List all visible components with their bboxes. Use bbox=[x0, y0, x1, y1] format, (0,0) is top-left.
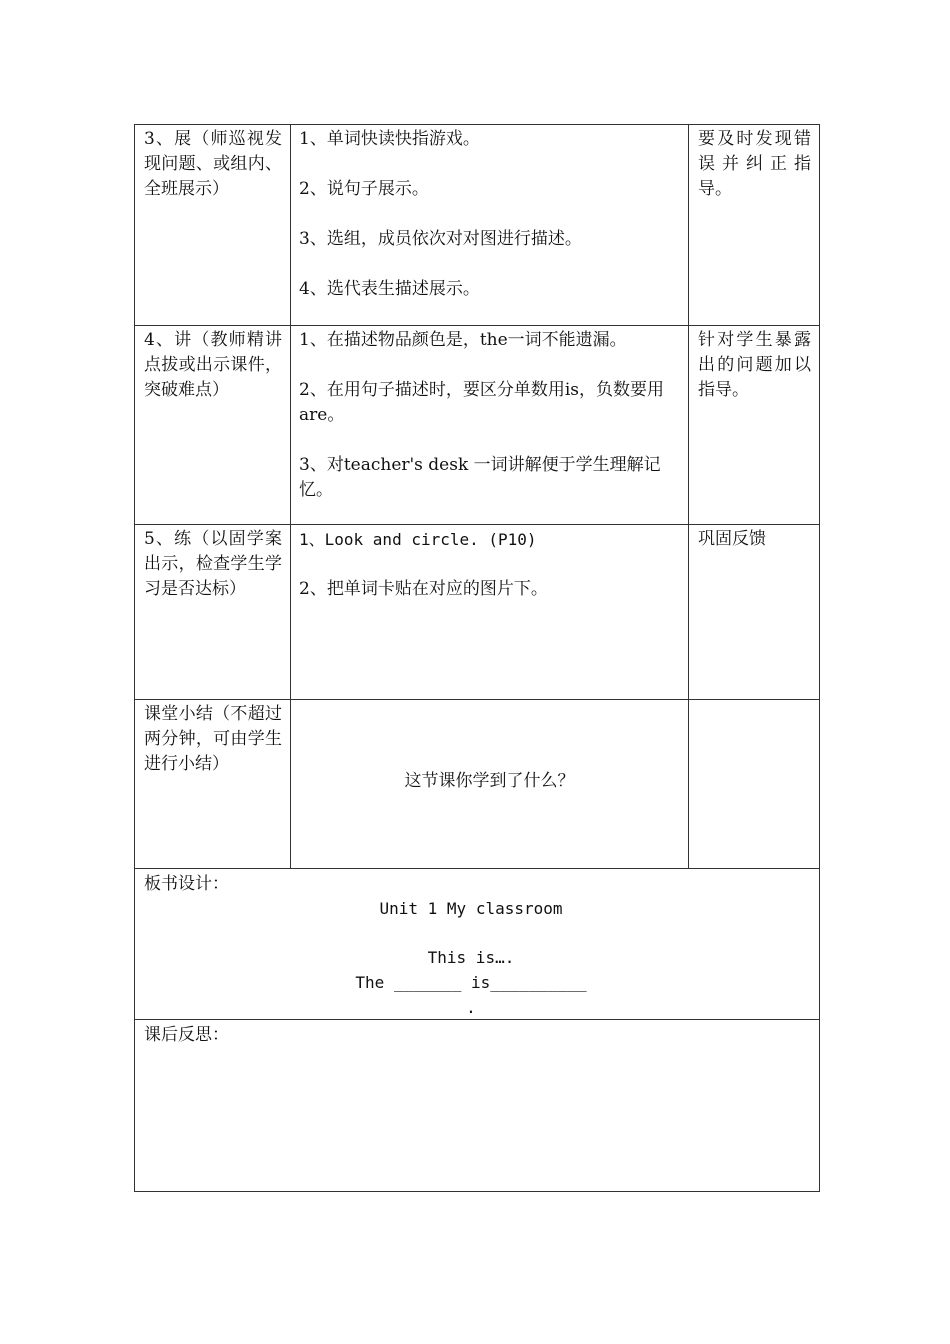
table-row bbox=[135, 326, 819, 525]
activity-item: 2、把单词卡贴在对应的图片下。 bbox=[299, 579, 548, 599]
activity-cell bbox=[291, 125, 689, 325]
table-row bbox=[135, 700, 819, 869]
stage-label: 课堂小结（不超过两分钟，可由学生进行小结） bbox=[144, 704, 282, 774]
table-row bbox=[135, 525, 819, 700]
activity-item: 4、选代表生描述展示。 bbox=[299, 279, 480, 299]
note-cell bbox=[689, 525, 819, 699]
stage-cell bbox=[135, 125, 291, 325]
note-text: 巩固反馈 bbox=[698, 529, 766, 549]
note-cell bbox=[689, 700, 819, 868]
reflection-label: 课后反思： bbox=[144, 1025, 229, 1045]
activity-item: 3、选组，成员依次对对图进行描述。 bbox=[299, 229, 582, 249]
board-design-label: 板书设计： bbox=[144, 874, 229, 894]
activity-item: 1、单词快读快指游戏。 bbox=[299, 129, 480, 149]
stage-cell bbox=[135, 525, 291, 699]
note-text: 针对学生暴露出的问题加以指导。 bbox=[698, 330, 811, 400]
activity-cell bbox=[291, 525, 689, 699]
activity-item: 2、在用句子描述时，要区分单数用is，负数要用are。 bbox=[299, 380, 664, 425]
summary-cell bbox=[291, 700, 689, 868]
stage-label: 4、讲（教师精讲点拔或出示课件，突破难点） bbox=[144, 330, 282, 400]
table-row bbox=[135, 125, 819, 326]
note-cell bbox=[689, 326, 819, 524]
note-text: 要及时发现错误并纠正指导。 bbox=[698, 129, 811, 199]
board-design-row bbox=[135, 869, 819, 1020]
activity-item: 1、在描述物品颜色是，the一词不能遗漏。 bbox=[299, 330, 627, 350]
board-line: This is…. bbox=[427, 948, 515, 967]
board-line: The _______ is__________ bbox=[355, 973, 587, 992]
activity-cell bbox=[291, 326, 689, 524]
reflection-row bbox=[135, 1020, 819, 1191]
summary-question: 这节课你学到了什么？ bbox=[404, 771, 575, 791]
note-cell bbox=[689, 125, 819, 325]
stage-cell bbox=[135, 326, 291, 524]
lesson-plan-table bbox=[134, 124, 820, 1192]
stage-label: 3、展（师巡视发现问题、或组内、全班展示） bbox=[144, 129, 282, 199]
board-title: Unit 1 My classroom bbox=[379, 899, 563, 918]
activity-item: 3、对teacher's desk 一词讲解便于学生理解记忆。 bbox=[299, 455, 661, 500]
board-line: . bbox=[466, 998, 476, 1017]
stage-label: 5、练（以固学案出示，检查学生学习是否达标） bbox=[144, 529, 282, 599]
activity-item: 2、说句子展示。 bbox=[299, 179, 429, 199]
activity-item: 1、Look and circle. (P10) bbox=[299, 530, 537, 549]
stage-cell bbox=[135, 700, 291, 868]
